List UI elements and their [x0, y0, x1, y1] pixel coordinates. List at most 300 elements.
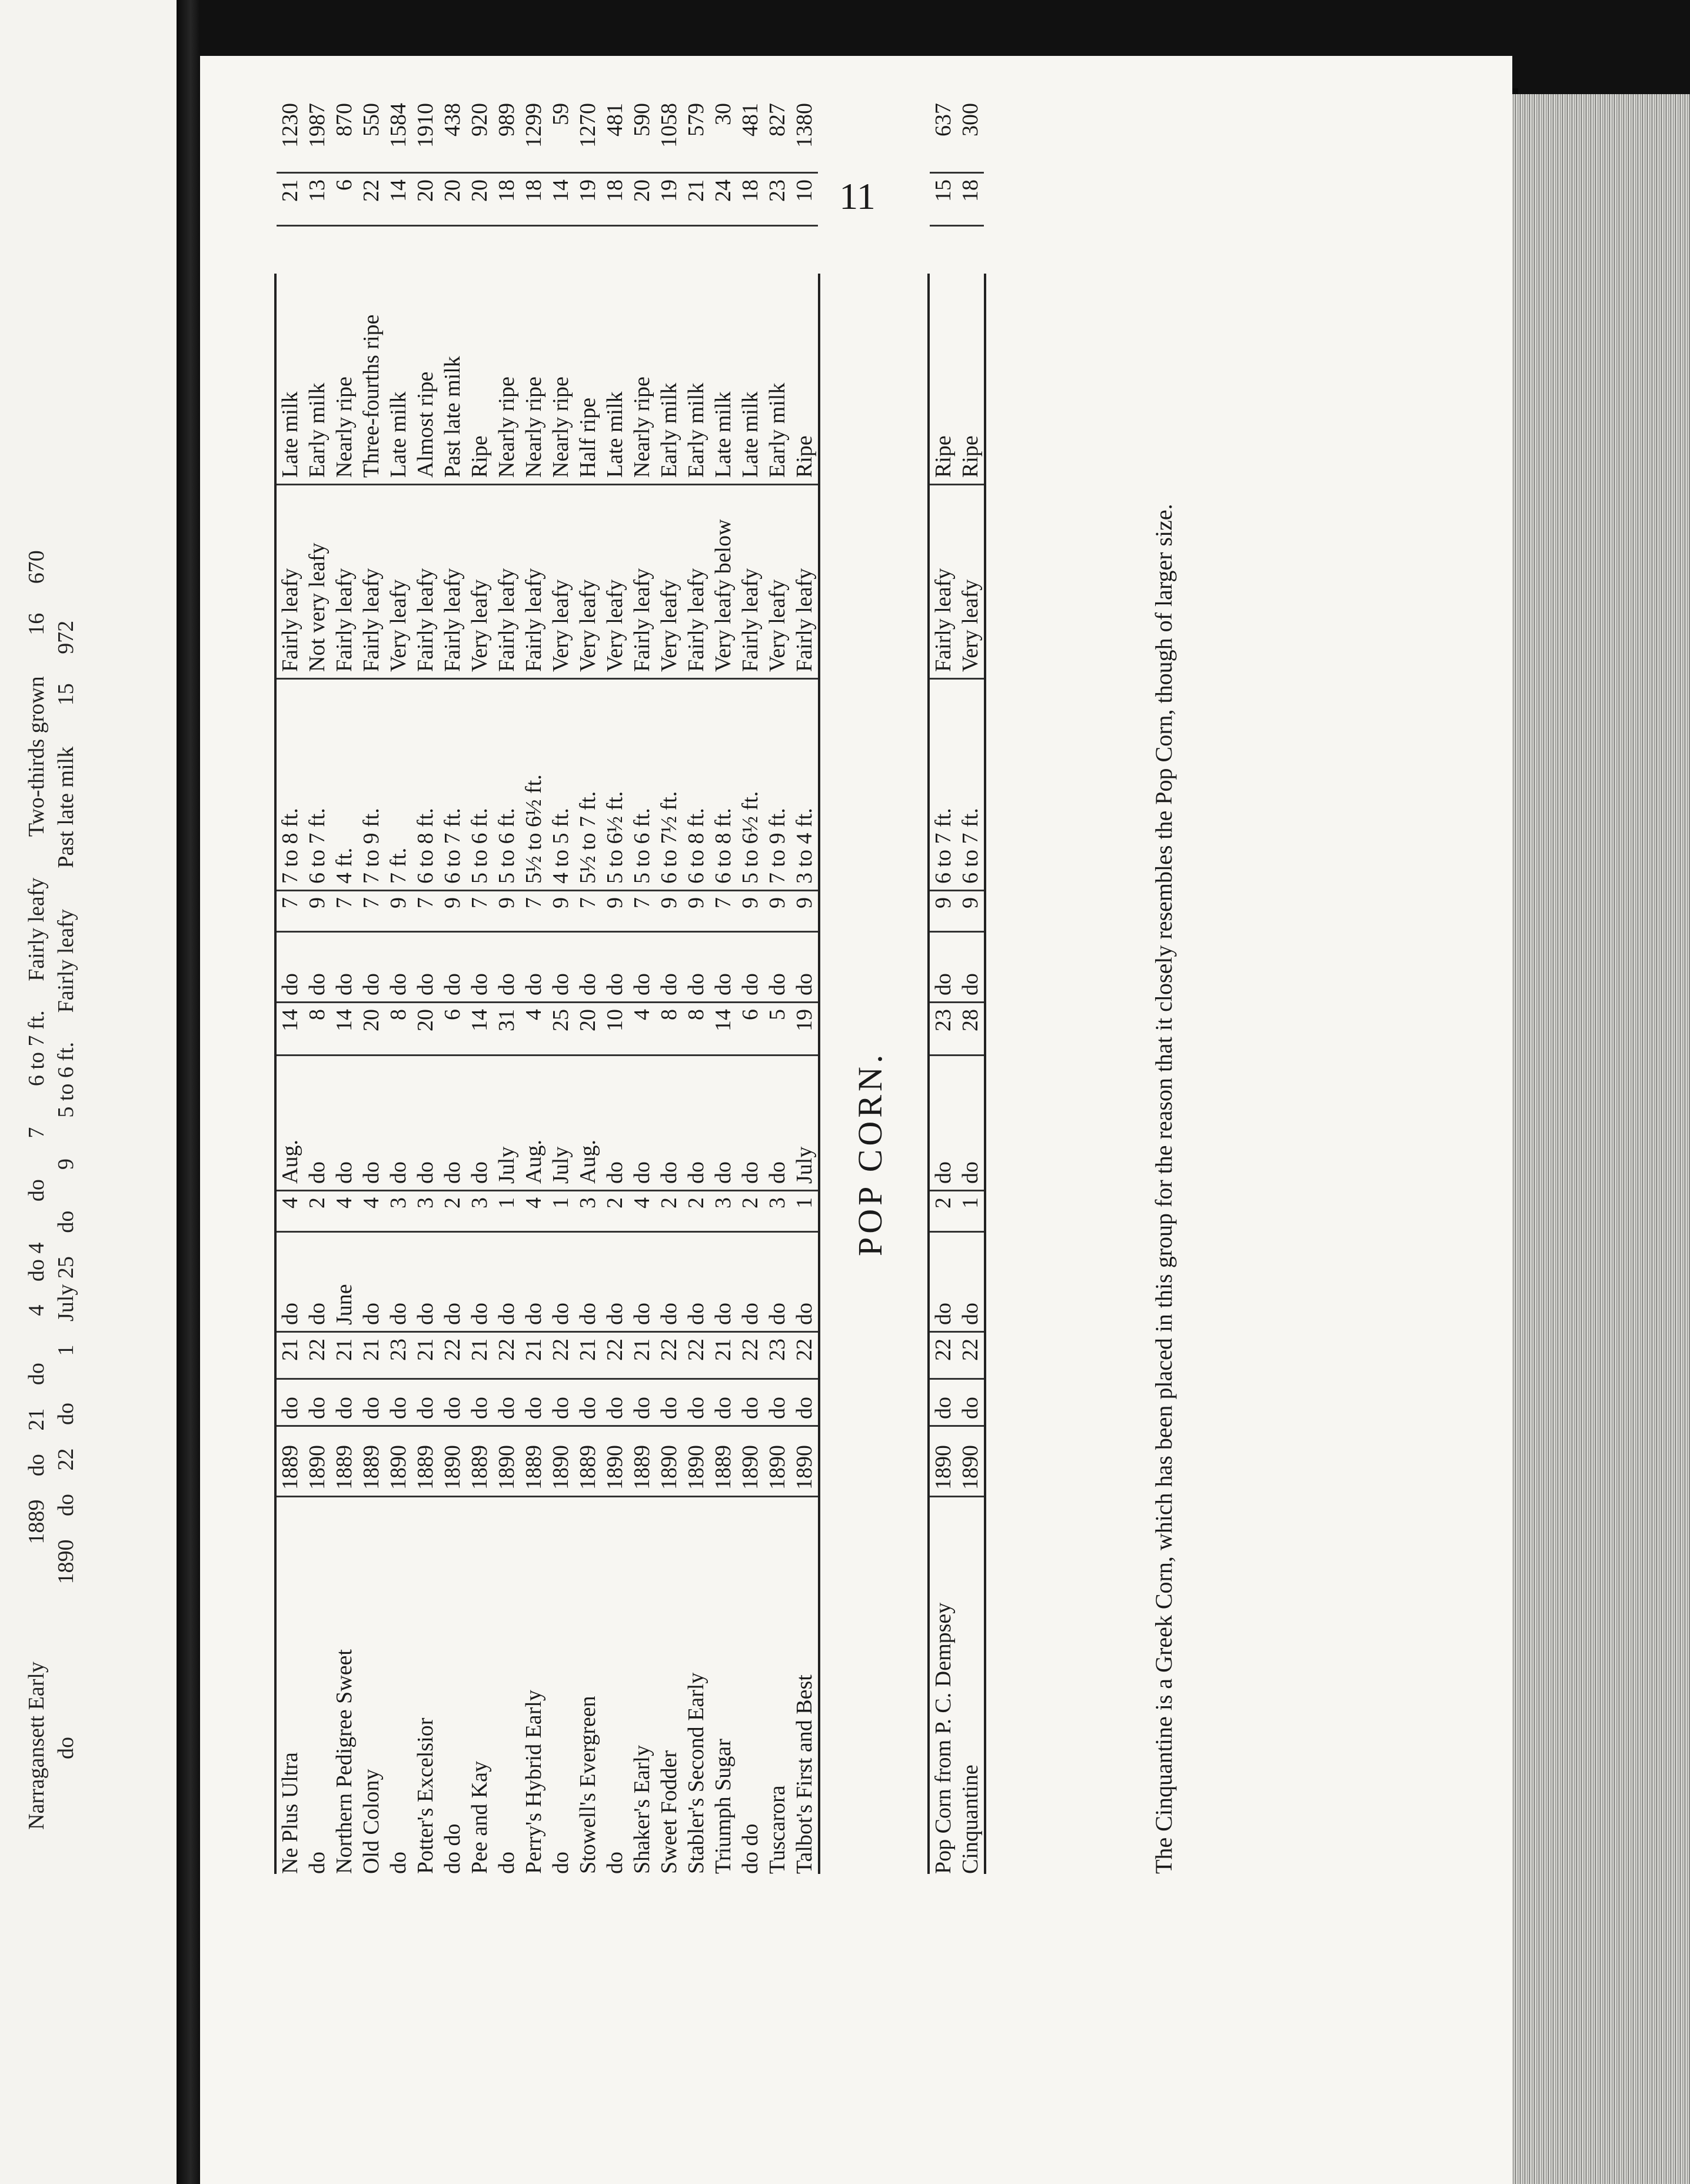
variety-row: [791, 103, 820, 1874]
variety-cell-day: 21: [710, 1333, 737, 1380]
variety-cell-do1: do: [628, 1380, 656, 1427]
variety-cell-n: 4: [277, 1191, 304, 1233]
variety-cell-day: 23: [385, 1333, 412, 1380]
variety-cell-d: 7: [574, 891, 601, 933]
variety-cell-hday: 6: [737, 1003, 764, 1056]
variety-cell-stage: Late milk: [737, 227, 764, 485]
variety-cell-name: do: [386, 1852, 411, 1874]
variety-cell-mon: do: [385, 1233, 412, 1333]
variety-cell-hday: 8: [385, 1003, 412, 1056]
variety-cell-n: 3: [710, 1191, 737, 1233]
variety-cell-mon: do: [737, 1233, 764, 1333]
variety-cell-mon: do: [764, 1233, 791, 1333]
variety-cell-n2: 920: [466, 97, 493, 174]
variety-cell-d: 7: [412, 891, 439, 933]
pop-corn-cell-day: 22: [930, 1333, 957, 1380]
variety-cell-d: 9: [304, 891, 331, 933]
variety-cell-n1: 18: [737, 174, 764, 227]
variety-cell-leafy: Very leafy: [764, 485, 791, 680]
variety-cell-year: 1889: [358, 1427, 385, 1497]
variety-cell-do1: do: [385, 1380, 412, 1427]
footnote: The Cinquantine is a Greek Corn, which has been placed in this group for the reason that it closely resembles the Pop Corn, though of larger size.: [1150, 504, 1177, 1874]
variety-cell-n: 4: [331, 1191, 358, 1233]
variety-cell-d: 9: [493, 891, 520, 933]
variety-cell-ref: do: [520, 933, 547, 1003]
variety-cell-day: 22: [304, 1333, 331, 1380]
variety-row: [274, 103, 304, 1874]
variety-cell-n1: 21: [683, 174, 710, 227]
left-row-2-height: 5 to 6 ft.: [54, 1041, 78, 1118]
variety-cell-ref: do: [764, 933, 791, 1003]
pop-corn-cell-d: 9: [930, 891, 957, 933]
left-row-1-year: 1889: [24, 1499, 49, 1544]
variety-cell-name: Talbot's First and Best: [792, 1674, 817, 1874]
variety-cell-d: 7: [710, 891, 737, 933]
variety-cell-height: 4 ft.: [331, 680, 358, 891]
variety-cell-d: 9: [439, 891, 466, 933]
pop-corn-cell-n: 1: [957, 1191, 984, 1233]
variety-cell-mon: do: [304, 1233, 331, 1333]
variety-cell-hmon: do: [304, 1056, 331, 1191]
variety-cell-leafy: Fairly leafy: [358, 485, 385, 680]
variety-row: [710, 103, 737, 1874]
pop-corn-cell-day: 22: [957, 1333, 984, 1380]
variety-cell-n2: 550: [358, 97, 385, 174]
pop-corn-cell-d: 9: [957, 891, 984, 933]
variety-cell-do1: do: [277, 1380, 304, 1427]
variety-cell-n2: 1987: [304, 97, 331, 174]
variety-cell-n1: 24: [710, 174, 737, 227]
variety-cell-ref: do: [277, 933, 304, 1003]
variety-cell-stage: Nearly ripe: [520, 227, 547, 485]
variety-cell-n: 2: [656, 1191, 683, 1233]
variety-cell-n: 3: [412, 1191, 439, 1233]
variety-cell-n1: 18: [493, 174, 520, 227]
variety-cell-hmon: July: [547, 1056, 574, 1191]
left-row-2-n1: 15: [54, 683, 78, 706]
variety-cell-stage: Early milk: [304, 227, 331, 485]
pop-corn-cell-mon: do: [957, 1233, 984, 1333]
variety-cell-height: 5 to 6½ ft.: [737, 680, 764, 891]
variety-row: [331, 103, 358, 1874]
variety-cell-year: 1889: [466, 1427, 493, 1497]
variety-row: [439, 103, 466, 1874]
variety-cell-n1: 14: [547, 174, 574, 227]
left-row-1-ref: do: [24, 1179, 49, 1202]
variety-cell-n1: 23: [764, 174, 791, 227]
variety-cell-d: 9: [601, 891, 628, 933]
variety-cell-d: 9: [737, 891, 764, 933]
variety-cell-n2: 1584: [385, 97, 412, 174]
variety-cell-ref: do: [547, 933, 574, 1003]
variety-cell-name: Tuscarora: [765, 1785, 790, 1874]
variety-cell-n1: 22: [358, 174, 385, 227]
variety-cell-n2: 1910: [412, 97, 439, 174]
variety-cell-height: 7 to 9 ft.: [358, 680, 385, 891]
variety-cell-name: Ne Plus Ultra: [278, 1752, 302, 1874]
variety-cell-leafy: Fairly leafy: [439, 485, 466, 680]
variety-cell-n1: 19: [574, 174, 601, 227]
variety-cell-height: 5½ to 6½ ft.: [520, 680, 547, 891]
variety-cell-name: Pee and Kay: [467, 1760, 492, 1874]
variety-cell-d: 7: [277, 891, 304, 933]
variety-cell-day: 21: [628, 1333, 656, 1380]
variety-cell-height: 5 to 6 ft.: [493, 680, 520, 891]
variety-cell-hmon: Aug.: [574, 1056, 601, 1191]
left-row-2-day: 22: [54, 1448, 78, 1471]
variety-cell-year: 1890: [791, 1427, 818, 1497]
variety-cell-year: 1890: [439, 1427, 466, 1497]
variety-cell-height: 6 to 7 ft.: [304, 680, 331, 891]
variety-cell-mon: do: [574, 1233, 601, 1333]
variety-cell-mon: do: [493, 1233, 520, 1333]
variety-cell-day: 22: [656, 1333, 683, 1380]
variety-cell-do1: do: [304, 1380, 331, 1427]
variety-cell-day: 22: [547, 1333, 574, 1380]
variety-cell-do1: do: [601, 1380, 628, 1427]
variety-cell-height: 5 to 6 ft.: [628, 680, 656, 891]
variety-cell-d: 7: [628, 891, 656, 933]
pop-corn-cell-stage: Ripe: [930, 227, 957, 485]
left-row-2-d: 9: [54, 1158, 78, 1170]
variety-cell-day: 21: [466, 1333, 493, 1380]
variety-cell-n1: 18: [520, 174, 547, 227]
variety-cell-day: 22: [683, 1333, 710, 1380]
variety-cell-do1: do: [710, 1380, 737, 1427]
variety-cell-d: 7: [358, 891, 385, 933]
variety-cell-ref: do: [737, 933, 764, 1003]
variety-cell-ref: do: [331, 933, 358, 1003]
variety-cell-day: 21: [358, 1333, 385, 1380]
variety-cell-n2: 481: [737, 97, 764, 174]
variety-cell-hday: 14: [277, 1003, 304, 1056]
variety-cell-ref: do: [412, 933, 439, 1003]
left-row-2-do2: do: [54, 1403, 78, 1425]
left-row-1-d: 7: [24, 1127, 49, 1138]
variety-cell-n1: 14: [385, 174, 412, 227]
variety-cell-name: do: [548, 1852, 573, 1874]
variety-cell-n: 2: [601, 1191, 628, 1233]
variety-cell-leafy: Very leafy: [466, 485, 493, 680]
left-row-1: [24, 550, 49, 1830]
pop-corn-cell-year: 1890: [957, 1427, 984, 1497]
left-row-1-n: 4: [24, 1304, 49, 1316]
left-row-2-ref: do: [54, 1210, 78, 1233]
variety-cell-mon: do: [791, 1233, 818, 1333]
variety-cell-n: 4: [628, 1191, 656, 1233]
variety-cell-day: 21: [277, 1333, 304, 1380]
variety-cell-ref: do: [304, 933, 331, 1003]
variety-cell-height: 6 to 8 ft.: [710, 680, 737, 891]
variety-row: [493, 103, 520, 1874]
variety-cell-hmon: do: [331, 1056, 358, 1191]
variety-cell-hmon: do: [683, 1056, 710, 1191]
variety-cell-mon: do: [412, 1233, 439, 1333]
variety-cell-stage: Early milk: [656, 227, 683, 485]
variety-row: [466, 103, 493, 1874]
variety-row: [358, 103, 385, 1874]
variety-cell-year: 1890: [764, 1427, 791, 1497]
variety-cell-stage: Nearly ripe: [628, 227, 656, 485]
variety-cell-n2: 438: [439, 97, 466, 174]
variety-cell-n1: 20: [412, 174, 439, 227]
variety-cell-year: 1890: [601, 1427, 628, 1497]
variety-cell-ref: do: [493, 933, 520, 1003]
variety-cell-do1: do: [547, 1380, 574, 1427]
variety-cell-stage: Early milk: [683, 227, 710, 485]
variety-cell-n2: 827: [764, 97, 791, 174]
variety-cell-hmon: do: [764, 1056, 791, 1191]
variety-cell-stage: Three-fourths ripe: [358, 227, 385, 485]
variety-cell-stage: Half ripe: [574, 227, 601, 485]
variety-cell-mon: do: [277, 1233, 304, 1333]
variety-row: [764, 103, 791, 1874]
variety-cell-n2: 579: [683, 97, 710, 174]
left-row-1-leafy: Fairly leafy: [24, 877, 49, 981]
variety-cell-name: do: [305, 1852, 330, 1874]
variety-cell-hmon: do: [656, 1056, 683, 1191]
variety-cell-hmon: do: [466, 1056, 493, 1191]
variety-cell-height: 5 to 6½ ft.: [601, 680, 628, 891]
variety-row: [574, 103, 601, 1874]
variety-cell-n: 3: [764, 1191, 791, 1233]
variety-cell-stage: Late milk: [277, 227, 304, 485]
left-row-2-do: do: [54, 1494, 78, 1516]
variety-cell-do1: do: [683, 1380, 710, 1427]
variety-cell-do1: do: [520, 1380, 547, 1427]
variety-row: [385, 103, 412, 1874]
variety-cell-n2: 989: [493, 97, 520, 174]
variety-row: [737, 103, 764, 1874]
variety-cell-hmon: do: [737, 1056, 764, 1191]
variety-cell-do1: do: [791, 1380, 818, 1427]
variety-row: [656, 103, 683, 1874]
left-row-2: [53, 621, 79, 1830]
pop-corn-cell-do1: do: [957, 1380, 984, 1427]
variety-cell-leafy: Very leafy: [601, 485, 628, 680]
left-row-2-name: do: [54, 1737, 78, 1759]
variety-cell-hmon: do: [601, 1056, 628, 1191]
variety-cell-leafy: Fairly leafy: [791, 485, 818, 680]
variety-cell-year: 1889: [277, 1427, 304, 1497]
pop-corn-cell-hday: 28: [957, 1003, 984, 1056]
variety-cell-stage: Early milk: [764, 227, 791, 485]
variety-cell-n1: 20: [628, 174, 656, 227]
variety-cell-ref: do: [574, 933, 601, 1003]
variety-cell-hday: 20: [358, 1003, 385, 1056]
variety-cell-name: Triumph Sugar: [711, 1739, 736, 1874]
variety-cell-day: 22: [601, 1333, 628, 1380]
variety-cell-mon: do: [439, 1233, 466, 1333]
variety-cell-n: 3: [574, 1191, 601, 1233]
variety-cell-n: 1: [493, 1191, 520, 1233]
pop-corn-cell-name: Pop Corn from P. C. Dempsey: [931, 1602, 956, 1874]
variety-cell-day: 22: [493, 1333, 520, 1380]
left-row-2-harvest: July 25: [54, 1256, 78, 1321]
pop-corn-cell-do1: do: [930, 1380, 957, 1427]
variety-cell-stage: Late milk: [710, 227, 737, 485]
variety-cell-n2: 1270: [574, 97, 601, 174]
variety-cell-n2: 590: [628, 97, 656, 174]
variety-cell-stage: Late milk: [385, 227, 412, 485]
variety-cell-year: 1889: [710, 1427, 737, 1497]
variety-cell-name: do: [603, 1852, 627, 1874]
variety-row: [520, 103, 547, 1874]
variety-cell-hday: 5: [764, 1003, 791, 1056]
variety-cell-name: Northern Pedigree Sweet: [332, 1649, 357, 1874]
variety-row: [628, 103, 656, 1874]
left-row-2-n2: 972: [54, 620, 78, 654]
variety-row: [304, 103, 331, 1874]
variety-cell-day: 22: [439, 1333, 466, 1380]
variety-cell-name: Sweet Fodder: [657, 1750, 681, 1874]
variety-cell-hday: 4: [628, 1003, 656, 1056]
pop-corn-cell-name: Cinquantine: [958, 1764, 983, 1874]
variety-cell-mon: do: [628, 1233, 656, 1333]
variety-cell-leafy: Very leafy: [385, 485, 412, 680]
book-page-edges: [1506, 94, 1690, 2184]
variety-cell-leafy: Fairly leafy: [737, 485, 764, 680]
variety-cell-do1: do: [764, 1380, 791, 1427]
variety-cell-name: do do: [738, 1823, 763, 1874]
left-row-2-leafy: Fairly leafy: [54, 909, 78, 1013]
variety-cell-leafy: Fairly leafy: [412, 485, 439, 680]
variety-cell-height: 5½ to 7 ft.: [574, 680, 601, 891]
variety-cell-leafy: Fairly leafy: [493, 485, 520, 680]
variety-cell-do1: do: [574, 1380, 601, 1427]
variety-cell-n2: 870: [331, 97, 358, 174]
variety-cell-stage: Nearly ripe: [331, 227, 358, 485]
variety-cell-stage: Almost ripe: [412, 227, 439, 485]
variety-cell-height: 6 to 8 ft.: [412, 680, 439, 891]
variety-cell-ref: do: [439, 933, 466, 1003]
left-page-fragment: [0, 0, 177, 2184]
pop-corn-cell-hmon: do: [957, 1056, 984, 1191]
variety-cell-n2: 59: [547, 97, 574, 174]
variety-cell-leafy: Very leafy below: [710, 485, 737, 680]
variety-cell-n1: 19: [656, 174, 683, 227]
variety-cell-hmon: do: [628, 1056, 656, 1191]
variety-cell-hday: 10: [601, 1003, 628, 1056]
variety-cell-n1: 10: [791, 174, 818, 227]
variety-cell-leafy: Not very leafy: [304, 485, 331, 680]
variety-cell-height: 6 to 7½ ft.: [656, 680, 683, 891]
variety-cell-n1: 20: [466, 174, 493, 227]
variety-cell-hday: 8: [656, 1003, 683, 1056]
variety-cell-hmon: Aug.: [520, 1056, 547, 1191]
pop-corn-cell-leafy: Very leafy: [957, 485, 984, 680]
variety-cell-leafy: Fairly leafy: [520, 485, 547, 680]
variety-cell-ref: do: [710, 933, 737, 1003]
variety-cell-mon: do: [547, 1233, 574, 1333]
variety-cell-n: 2: [439, 1191, 466, 1233]
variety-cell-n: 4: [358, 1191, 385, 1233]
variety-cell-ref: do: [628, 933, 656, 1003]
pop-corn-cell-n: 2: [930, 1191, 957, 1233]
variety-cell-mon: do: [683, 1233, 710, 1333]
pop-corn-cell-leafy: Fairly leafy: [930, 485, 957, 680]
pop-corn-cell-hday: 23: [930, 1003, 957, 1056]
pop-corn-cell-n2: 300: [957, 97, 984, 174]
variety-cell-mon: do: [656, 1233, 683, 1333]
variety-cell-name: do: [494, 1852, 519, 1874]
variety-cell-year: 1889: [331, 1427, 358, 1497]
left-row-1-height: 6 to 7 ft.: [24, 1010, 49, 1087]
variety-cell-ref: do: [656, 933, 683, 1003]
variety-cell-hday: 20: [412, 1003, 439, 1056]
variety-cell-year: 1889: [628, 1427, 656, 1497]
variety-cell-n1: 13: [304, 174, 331, 227]
variety-cell-d: 9: [656, 891, 683, 933]
variety-cell-hmon: July: [791, 1056, 818, 1191]
variety-cell-year: 1890: [547, 1427, 574, 1497]
variety-cell-leafy: Fairly leafy: [331, 485, 358, 680]
left-row-1-do2: do: [24, 1363, 49, 1386]
variety-cell-do1: do: [439, 1380, 466, 1427]
left-row-2-stage: Past late milk: [54, 746, 78, 868]
pop-corn-cell-hmon: do: [930, 1056, 957, 1191]
variety-cell-hday: 14: [466, 1003, 493, 1056]
variety-cell-day: 21: [412, 1333, 439, 1380]
variety-cell-hday: 8: [304, 1003, 331, 1056]
variety-cell-mon: do: [358, 1233, 385, 1333]
left-row-1-day: 21: [24, 1408, 49, 1431]
variety-cell-stage: Ripe: [791, 227, 818, 485]
variety-cell-hmon: do: [385, 1056, 412, 1191]
variety-cell-ref: do: [601, 933, 628, 1003]
variety-cell-do1: do: [493, 1380, 520, 1427]
variety-cell-mon: do: [466, 1233, 493, 1333]
left-row-1-n2: 670: [24, 550, 49, 584]
variety-cell-day: 21: [574, 1333, 601, 1380]
variety-cell-n2: 1230: [277, 97, 304, 174]
variety-cell-year: 1890: [737, 1427, 764, 1497]
variety-cell-ref: do: [791, 933, 818, 1003]
variety-cell-height: 5 to 6 ft.: [466, 680, 493, 891]
pop-corn-cell-n1: 18: [957, 174, 984, 227]
variety-cell-hday: 19: [791, 1003, 818, 1056]
variety-cell-day: 22: [791, 1333, 818, 1380]
variety-cell-n2: 1058: [656, 97, 683, 174]
variety-cell-leafy: Fairly leafy: [628, 485, 656, 680]
variety-cell-n: 1: [547, 1191, 574, 1233]
pop-corn-cell-mon: do: [930, 1233, 957, 1333]
variety-cell-year: 1890: [493, 1427, 520, 1497]
variety-cell-day: 23: [764, 1333, 791, 1380]
pop-corn-cell-n2: 637: [930, 97, 957, 174]
variety-cell-height: 7 to 9 ft.: [764, 680, 791, 891]
variety-cell-do1: do: [737, 1380, 764, 1427]
variety-cell-hday: 4: [520, 1003, 547, 1056]
variety-cell-ref: do: [358, 933, 385, 1003]
left-row-1-do: do: [24, 1454, 49, 1477]
variety-cell-hday: 14: [710, 1003, 737, 1056]
variety-cell-height: 7 ft.: [385, 680, 412, 891]
variety-cell-d: 9: [791, 891, 818, 933]
variety-cell-name: Perry's Hybrid Early: [521, 1690, 546, 1874]
variety-cell-stage: Nearly ripe: [493, 227, 520, 485]
variety-cell-n: 1: [791, 1191, 818, 1233]
variety-cell-mon: do: [710, 1233, 737, 1333]
variety-cell-height: 7 to 8 ft.: [277, 680, 304, 891]
variety-cell-hmon: do: [358, 1056, 385, 1191]
pop-corn-row: [957, 103, 986, 1874]
variety-cell-n: 2: [737, 1191, 764, 1233]
variety-cell-hday: 25: [547, 1003, 574, 1056]
variety-cell-hday: 20: [574, 1003, 601, 1056]
variety-cell-height: 4 to 5 ft.: [547, 680, 574, 891]
variety-cell-ref: do: [466, 933, 493, 1003]
